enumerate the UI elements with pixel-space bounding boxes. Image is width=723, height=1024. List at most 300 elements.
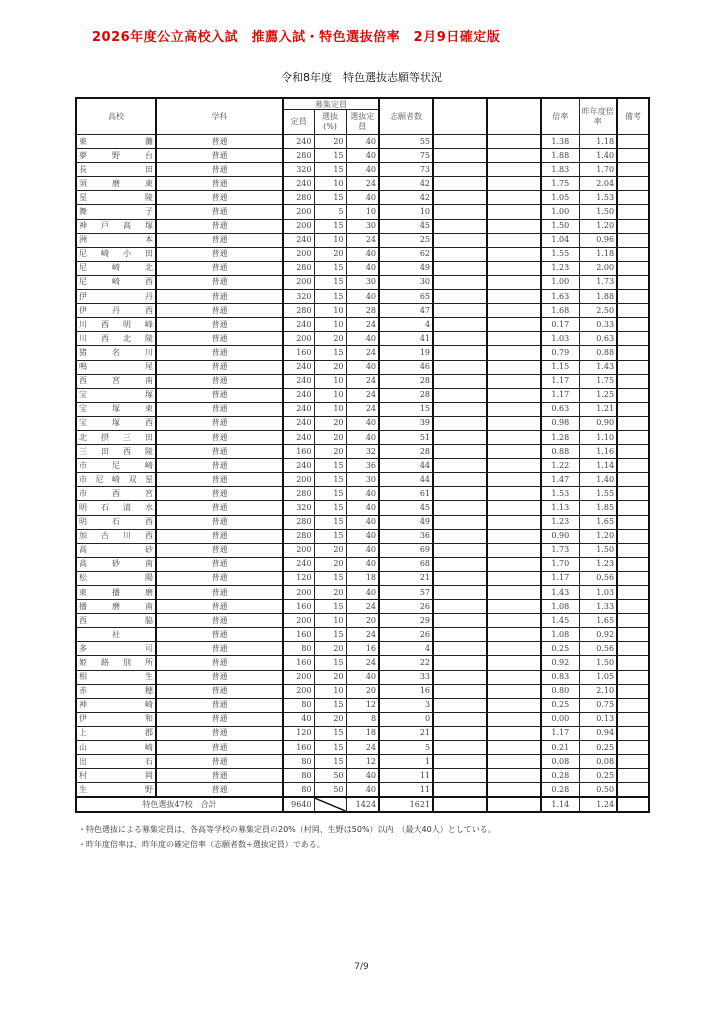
- cell-quota: 240: [283, 388, 314, 402]
- cell-ratio: 0.88: [541, 445, 579, 459]
- cell-sel-pct: 50: [314, 783, 346, 798]
- cell-remarks: [617, 684, 649, 698]
- cell-last-ratio: 0.50: [579, 783, 617, 798]
- cell-school: 姫路別所: [76, 656, 156, 670]
- cell-sel-pct: 20: [314, 135, 346, 149]
- cell-remarks: [617, 670, 649, 684]
- cell-sel-quota: 18: [346, 571, 379, 585]
- cell-applicants: 19: [379, 346, 433, 360]
- cell-sel-quota: 40: [346, 543, 379, 557]
- cell-school: 東灘: [76, 135, 156, 149]
- cell-applicants: 46: [379, 360, 433, 374]
- cell-remarks: [617, 712, 649, 726]
- cell-applicants: 44: [379, 473, 433, 487]
- cell-dept: 普通: [156, 247, 283, 261]
- cell-dept: 普通: [156, 318, 283, 332]
- cell-blank-2: [487, 656, 541, 670]
- cell-blank-2: [487, 402, 541, 416]
- cell-applicants: 75: [379, 149, 433, 163]
- cell-school: 北摂三田: [76, 430, 156, 444]
- cell-blank-2: [487, 290, 541, 304]
- cell-last-ratio: 1.55: [579, 487, 617, 501]
- cell-ratio: 0.63: [541, 402, 579, 416]
- cell-last-ratio: 1.43: [579, 360, 617, 374]
- cell-blank-2: [487, 318, 541, 332]
- cell-remarks: [617, 304, 649, 318]
- cell-blank-2: [487, 515, 541, 529]
- cell-remarks: [617, 290, 649, 304]
- table-row: [76, 557, 649, 571]
- cell-dept: 普通: [156, 614, 283, 628]
- table-row: [76, 163, 649, 177]
- cell-ratio: 0.00: [541, 712, 579, 726]
- cell-sel-quota: 24: [346, 741, 379, 755]
- cell-sel-pct: 20: [314, 332, 346, 346]
- cell-sel-quota: 20: [346, 614, 379, 628]
- table-row: [76, 430, 649, 444]
- cell-last-ratio: 1.73: [579, 275, 617, 289]
- cell-ratio: 1.68: [541, 304, 579, 318]
- cell-quota: 160: [283, 741, 314, 755]
- cell-ratio: 1.17: [541, 374, 579, 388]
- cell-blank-2: [487, 219, 541, 233]
- cell-blank-1: [433, 304, 487, 318]
- cell-school: 三田西陵: [76, 445, 156, 459]
- cell-dept: 普通: [156, 726, 283, 740]
- cell-remarks: [617, 769, 649, 783]
- cell-school: 村岡: [76, 769, 156, 783]
- cell-blank-1: [433, 726, 487, 740]
- cell-applicants: 42: [379, 177, 433, 191]
- cell-sel-quota: 30: [346, 473, 379, 487]
- cell-sel-pct: 10: [314, 374, 346, 388]
- cell-school: 長田: [76, 163, 156, 177]
- cell-quota: 200: [283, 275, 314, 289]
- cell-blank-2: [487, 275, 541, 289]
- cell-remarks: [617, 318, 649, 332]
- cell-blank-1: [433, 233, 487, 247]
- cell-ratio: 1.03: [541, 332, 579, 346]
- cell-school: 上郡: [76, 726, 156, 740]
- cell-quota: 200: [283, 543, 314, 557]
- cell-sel-pct: 15: [314, 726, 346, 740]
- header-applicants: 志願者数: [379, 98, 433, 135]
- cell-ratio: 1.43: [541, 586, 579, 600]
- cell-remarks: [617, 600, 649, 614]
- table-row: [76, 332, 649, 346]
- cell-ratio: 0.28: [541, 783, 579, 798]
- cell-dept: 普通: [156, 769, 283, 783]
- cell-last-ratio: 1.18: [579, 247, 617, 261]
- cell-blank-1: [433, 600, 487, 614]
- cell-blank-2: [487, 247, 541, 261]
- page-number: 7/9: [354, 962, 369, 972]
- cell-school: 尼崎北: [76, 261, 156, 275]
- cell-sel-pct: 15: [314, 755, 346, 769]
- header-quota-group: 募集定員: [283, 98, 379, 110]
- cell-last-ratio: 1.25: [579, 388, 617, 402]
- cell-sel-quota: 10: [346, 205, 379, 219]
- cell-last-ratio: 1.20: [579, 219, 617, 233]
- table-row: [76, 670, 649, 684]
- cell-last-ratio: 2.10: [579, 684, 617, 698]
- header-quota: 定員: [283, 110, 314, 135]
- cell-blank-2: [487, 149, 541, 163]
- cell-applicants: 57: [379, 586, 433, 600]
- cell-remarks: [617, 275, 649, 289]
- cell-school: 西脇: [76, 614, 156, 628]
- cell-sel-quota: 16: [346, 642, 379, 656]
- cell-dept: 普通: [156, 374, 283, 388]
- total-quota: 9640: [283, 797, 314, 812]
- cell-blank-2: [487, 726, 541, 740]
- cell-sel-pct: 15: [314, 149, 346, 163]
- cell-sel-quota: 40: [346, 501, 379, 515]
- cell-ratio: 1.63: [541, 290, 579, 304]
- cell-dept: 普通: [156, 445, 283, 459]
- cell-last-ratio: 0.96: [579, 233, 617, 247]
- cell-school: 多可: [76, 642, 156, 656]
- cell-applicants: 3: [379, 698, 433, 712]
- cell-quota: 200: [283, 614, 314, 628]
- cell-quota: 120: [283, 571, 314, 585]
- cell-last-ratio: 0.25: [579, 769, 617, 783]
- cell-dept: 普通: [156, 543, 283, 557]
- cell-applicants: 11: [379, 769, 433, 783]
- table-row: [76, 543, 649, 557]
- cell-school: 川西明峰: [76, 318, 156, 332]
- cell-applicants: 49: [379, 515, 433, 529]
- cell-sel-pct: 5: [314, 205, 346, 219]
- cell-last-ratio: 0.63: [579, 332, 617, 346]
- cell-ratio: 1.75: [541, 177, 579, 191]
- cell-dept: 普通: [156, 388, 283, 402]
- cell-applicants: 42: [379, 191, 433, 205]
- cell-remarks: [617, 586, 649, 600]
- cell-applicants: 22: [379, 656, 433, 670]
- cell-last-ratio: 0.56: [579, 571, 617, 585]
- cell-remarks: [617, 261, 649, 275]
- cell-blank-2: [487, 783, 541, 798]
- cell-sel-pct: 20: [314, 247, 346, 261]
- cell-quota: 80: [283, 698, 314, 712]
- cell-school: 赤穂: [76, 684, 156, 698]
- cell-remarks: [617, 741, 649, 755]
- cell-sel-quota: 40: [346, 247, 379, 261]
- cell-dept: 普通: [156, 473, 283, 487]
- total-row: [76, 797, 649, 812]
- cell-sel-quota: 18: [346, 726, 379, 740]
- cell-applicants: 30: [379, 275, 433, 289]
- cell-applicants: 51: [379, 430, 433, 444]
- cell-remarks: [617, 402, 649, 416]
- cell-remarks: [617, 247, 649, 261]
- cell-ratio: 0.83: [541, 670, 579, 684]
- cell-remarks: [617, 755, 649, 769]
- cell-blank-1: [433, 614, 487, 628]
- cell-school: 明石西: [76, 515, 156, 529]
- cell-ratio: 1.04: [541, 233, 579, 247]
- cell-last-ratio: 0.88: [579, 346, 617, 360]
- cell-quota: 160: [283, 656, 314, 670]
- cell-school: 伊丹: [76, 290, 156, 304]
- table-row: [76, 684, 649, 698]
- cell-applicants: 73: [379, 163, 433, 177]
- cell-school: 山崎: [76, 741, 156, 755]
- cell-last-ratio: 1.70: [579, 163, 617, 177]
- cell-sel-pct: 50: [314, 769, 346, 783]
- cell-dept: 普通: [156, 177, 283, 191]
- total-last-ratio: 1.24: [579, 797, 617, 812]
- footnotes: [78, 822, 496, 852]
- cell-blank-1: [433, 205, 487, 219]
- cell-blank-2: [487, 543, 541, 557]
- cell-quota: 240: [283, 430, 314, 444]
- cell-school: 松陽: [76, 571, 156, 585]
- cell-dept: 普通: [156, 261, 283, 275]
- cell-dept: 普通: [156, 670, 283, 684]
- cell-dept: 普通: [156, 783, 283, 798]
- cell-blank-1: [433, 430, 487, 444]
- cell-school: 洲本: [76, 233, 156, 247]
- cell-remarks: [617, 191, 649, 205]
- cell-remarks: [617, 219, 649, 233]
- cell-blank-1: [433, 149, 487, 163]
- total-slash: [314, 797, 346, 812]
- total-ratio: 1.14: [541, 797, 579, 812]
- table-row: [76, 205, 649, 219]
- cell-school: 猪名川: [76, 346, 156, 360]
- cell-school: 夢野台: [76, 149, 156, 163]
- table-row: [76, 529, 649, 543]
- cell-blank-2: [487, 642, 541, 656]
- cell-ratio: 1.88: [541, 149, 579, 163]
- cell-sel-quota: 40: [346, 135, 379, 149]
- cell-quota: 280: [283, 304, 314, 318]
- cell-blank-1: [433, 332, 487, 346]
- cell-ratio: 0.21: [541, 741, 579, 755]
- cell-school: 東播磨: [76, 586, 156, 600]
- cell-last-ratio: 1.16: [579, 445, 617, 459]
- cell-dept: 普通: [156, 656, 283, 670]
- table-row: [76, 219, 649, 233]
- cell-ratio: 1.17: [541, 571, 579, 585]
- cell-sel-quota: 40: [346, 557, 379, 571]
- cell-blank-2: [487, 557, 541, 571]
- cell-dept: 普通: [156, 487, 283, 501]
- header-blank-2: [487, 98, 541, 135]
- cell-blank-1: [433, 459, 487, 473]
- total-blank-1: [433, 797, 487, 812]
- cell-quota: 160: [283, 346, 314, 360]
- cell-quota: 200: [283, 684, 314, 698]
- cell-sel-pct: 10: [314, 304, 346, 318]
- cell-applicants: 44: [379, 459, 433, 473]
- header-blank-1: [433, 98, 487, 135]
- cell-dept: 普通: [156, 515, 283, 529]
- cell-ratio: 1.83: [541, 163, 579, 177]
- cell-sel-pct: 10: [314, 614, 346, 628]
- table-row: [76, 261, 649, 275]
- cell-blank-2: [487, 163, 541, 177]
- table-row: [76, 586, 649, 600]
- header-last-ratio: 昨年度倍率: [579, 98, 617, 135]
- cell-blank-1: [433, 402, 487, 416]
- cell-dept: 普通: [156, 586, 283, 600]
- cell-blank-2: [487, 487, 541, 501]
- cell-sel-pct: 20: [314, 445, 346, 459]
- cell-sel-pct: 15: [314, 656, 346, 670]
- cell-school: 加古川西: [76, 529, 156, 543]
- cell-blank-1: [433, 698, 487, 712]
- cell-dept: 普通: [156, 135, 283, 149]
- cell-last-ratio: 1.50: [579, 205, 617, 219]
- cell-sel-pct: 20: [314, 360, 346, 374]
- cell-ratio: 1.47: [541, 473, 579, 487]
- cell-blank-2: [487, 628, 541, 642]
- cell-quota: 200: [283, 247, 314, 261]
- table-row: [76, 487, 649, 501]
- cell-sel-quota: 36: [346, 459, 379, 473]
- cell-blank-2: [487, 304, 541, 318]
- cell-dept: 普通: [156, 304, 283, 318]
- cell-dept: 普通: [156, 459, 283, 473]
- table-row: [76, 402, 649, 416]
- cell-sel-pct: 15: [314, 163, 346, 177]
- cell-school: 宝塚: [76, 388, 156, 402]
- cell-blank-1: [433, 783, 487, 798]
- cell-blank-1: [433, 586, 487, 600]
- cell-blank-1: [433, 219, 487, 233]
- cell-applicants: 26: [379, 600, 433, 614]
- cell-dept: 普通: [156, 275, 283, 289]
- cell-blank-1: [433, 769, 487, 783]
- cell-school: 宝塚西: [76, 416, 156, 430]
- cell-ratio: 1.50: [541, 219, 579, 233]
- cell-dept: 普通: [156, 571, 283, 585]
- cell-quota: 320: [283, 290, 314, 304]
- cell-quota: 200: [283, 332, 314, 346]
- cell-school: 川西北陵: [76, 332, 156, 346]
- cell-last-ratio: 1.14: [579, 459, 617, 473]
- footnote: ・昨年度倍率は、昨年度の確定倍率（志願者数÷選抜定員）である。: [78, 840, 325, 849]
- cell-sel-quota: 24: [346, 388, 379, 402]
- cell-quota: 160: [283, 445, 314, 459]
- cell-sel-quota: 40: [346, 529, 379, 543]
- cell-remarks: [617, 656, 649, 670]
- cell-sel-quota: 40: [346, 670, 379, 684]
- cell-sel-quota: 12: [346, 755, 379, 769]
- table-row: [76, 177, 649, 191]
- cell-blank-1: [433, 684, 487, 698]
- cell-school: 播磨南: [76, 600, 156, 614]
- table-row: [76, 191, 649, 205]
- cell-school: 生野: [76, 783, 156, 798]
- cell-school: 相生: [76, 670, 156, 684]
- cell-ratio: 1.73: [541, 543, 579, 557]
- cell-applicants: 65: [379, 290, 433, 304]
- table-row: [76, 459, 649, 473]
- table-row: [76, 769, 649, 783]
- cell-ratio: 1.22: [541, 459, 579, 473]
- cell-ratio: 1.13: [541, 501, 579, 515]
- cell-applicants: 39: [379, 416, 433, 430]
- cell-last-ratio: 1.40: [579, 473, 617, 487]
- cell-school: 市西宮: [76, 487, 156, 501]
- cell-remarks: [617, 571, 649, 585]
- cell-sel-quota: 40: [346, 332, 379, 346]
- cell-sel-quota: 32: [346, 445, 379, 459]
- cell-sel-pct: 15: [314, 529, 346, 543]
- cell-quota: 80: [283, 755, 314, 769]
- cell-last-ratio: 0.94: [579, 726, 617, 740]
- cell-quota: 80: [283, 642, 314, 656]
- cell-school: 宝塚東: [76, 402, 156, 416]
- cell-school: 伊丹西: [76, 304, 156, 318]
- cell-applicants: 15: [379, 402, 433, 416]
- cell-remarks: [617, 388, 649, 402]
- cell-school: 鳴尾: [76, 360, 156, 374]
- cell-last-ratio: 1.75: [579, 374, 617, 388]
- cell-sel-quota: 40: [346, 149, 379, 163]
- cell-sel-pct: 15: [314, 473, 346, 487]
- cell-ratio: 0.79: [541, 346, 579, 360]
- cell-blank-2: [487, 416, 541, 430]
- cell-applicants: 55: [379, 135, 433, 149]
- cell-ratio: 1.08: [541, 600, 579, 614]
- cell-dept: 普通: [156, 416, 283, 430]
- cell-blank-2: [487, 501, 541, 515]
- cell-remarks: [617, 557, 649, 571]
- cell-blank-1: [433, 571, 487, 585]
- cell-applicants: 61: [379, 487, 433, 501]
- cell-quota: 280: [283, 149, 314, 163]
- cell-remarks: [617, 332, 649, 346]
- cell-quota: 240: [283, 402, 314, 416]
- cell-applicants: 1: [379, 755, 433, 769]
- cell-sel-pct: 15: [314, 191, 346, 205]
- cell-remarks: [617, 233, 649, 247]
- cell-remarks: [617, 642, 649, 656]
- cell-ratio: 1.00: [541, 275, 579, 289]
- cell-applicants: 68: [379, 557, 433, 571]
- cell-school: 舞子: [76, 205, 156, 219]
- cell-school: 市尼崎双星: [76, 473, 156, 487]
- cell-applicants: 28: [379, 388, 433, 402]
- cell-sel-pct: 20: [314, 543, 346, 557]
- cell-blank-2: [487, 586, 541, 600]
- cell-applicants: 45: [379, 219, 433, 233]
- cell-remarks: [617, 149, 649, 163]
- cell-dept: 普通: [156, 149, 283, 163]
- cell-last-ratio: 1.10: [579, 430, 617, 444]
- cell-blank-1: [433, 473, 487, 487]
- cell-applicants: 5: [379, 741, 433, 755]
- table-row: [76, 614, 649, 628]
- table-row: [76, 473, 649, 487]
- cell-sel-pct: 15: [314, 571, 346, 585]
- cell-quota: 200: [283, 219, 314, 233]
- cell-blank-2: [487, 755, 541, 769]
- cell-sel-quota: 24: [346, 374, 379, 388]
- header-dept: 学科: [156, 98, 283, 135]
- cell-dept: 普通: [156, 600, 283, 614]
- cell-quota: 160: [283, 600, 314, 614]
- cell-blank-1: [433, 374, 487, 388]
- cell-ratio: 1.08: [541, 628, 579, 642]
- cell-last-ratio: 1.20: [579, 529, 617, 543]
- cell-sel-quota: 20: [346, 684, 379, 698]
